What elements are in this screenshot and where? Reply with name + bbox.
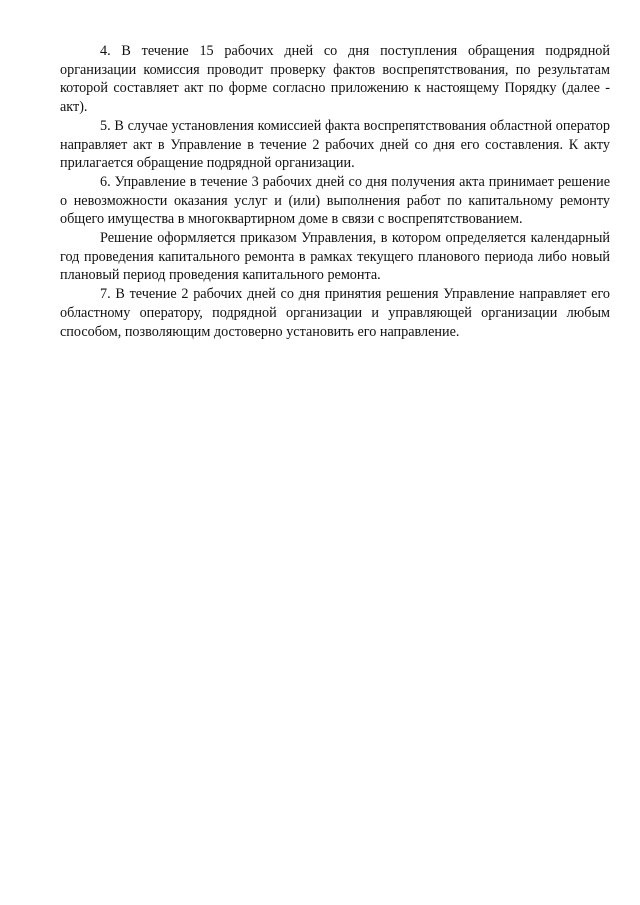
paragraph-item-5: 5. В случае установления комиссией факта воспрепятствования областной оператор направляет акт в Управление в течение 2 рабочих дней со дня его составления. К акту прилагается обращение подрядной организации. (60, 117, 610, 172)
paragraph-decision: Решение оформляется приказом Управления, в котором определяется календарный год проведения капитального ремонта в рамках текущего планового периода либо новый плановый период проведения капитального ремонта. (60, 230, 610, 284)
paragraph-item-4: 4. В течение 15 рабочих дней со дня поступления обращения подрядной организации комиссия проводит проверку фактов воспрепятствования, по результатам которой составляет акт по форме согласно приложению к настоящему Порядку (далее - акт). (60, 43, 610, 116)
paragraph-item-6: 6. Управление в течение 3 рабочих дней со дня получения акта принимает решение о невозможности оказания услуг и (или) выполнения работ по капитальному ремонту общего имущества в многоквартирном доме в связи с воспрепятствованием. (60, 173, 610, 228)
document-page (60, 42, 610, 341)
paragraph-item-7: 7. В течение 2 рабочих дней со дня принятия решения Управление направляет его областному оператору, подрядной организации и управляющей организации любым способом, позволяющим достоверно установить его направление. (60, 286, 610, 340)
